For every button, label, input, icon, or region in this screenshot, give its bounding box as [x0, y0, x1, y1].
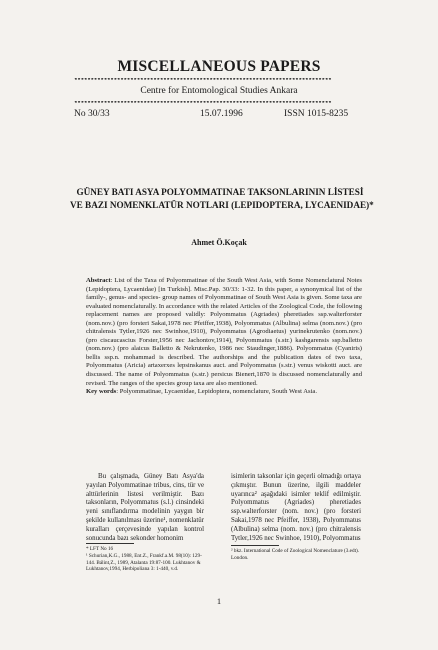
abstract-paragraph	[86, 277, 362, 388]
issn: ISSN 1015-8235	[284, 109, 349, 119]
publisher-line: Centre for Entomological Studies Ankara	[140, 86, 298, 96]
keywords-text: : Polyommatinae, Lycaenidae, Lepidoptera, nomenclature, South West Asia.	[116, 388, 318, 396]
author: Ahmet Ö.Koçak	[191, 238, 247, 247]
footnote-rule-left	[86, 543, 134, 544]
abstract-text: : List of the Taxa of Polyommatinae of the South West Asia, with Some Nomenclatural Notes (Lepidoptera, Lycaenidae) [in Turkish]. Misc.Pap. 30/33: 1-32. In this paper, a synonymical list of the family-, genus- and species- group names of Polyommatinae of South West Asia is given. Some taxa are evaluated nomenclaturally. In accordance with the related Articles of the Zoological Code, the following replacement names are proposed validly: Polyommatus (Agriades) pheretiades ssp.walterforster (nom.nov.) (pro forsteri Sakai,1978 nec Pfeiffer,1938), Polyommatus (Albulina) selma (nom.nov.) (pro chitralensis Tytler,1926 nec Swinhoe,1910), Polyommatus (Agrodiaetus) yurinekrutenko (nom.nov.) (pro ciscaucascius Forster,1956 nec Jachontov,1914), Polyommatus (s.str.) kashgarensis ssp.balletto (nom.nov.) (pro alaicus Balletto & Nekrutenko, 1986 nec Staudinger,1886). Polyommatus (Cyaniris) bellis ssp.n. mohammad is described. The authorships and the publication dates of two taxa, Polyommatus (Aricia) artaxerxes lepsinskanus auct. and Polyommatus (s.str.) venus wiskotti auct. are discussed. The name of Polyommatus (s.str.) persicus Bienert,1870 is discussed nomenclaturally and revised. The ranges of the species group taxa are also mentioned.	[86, 277, 362, 387]
paper-title	[70, 186, 374, 212]
body-text-right: isimlerin taksonlar için geçerli olmadığı ortaya çıkmıştır. Bunun üzerine, ilgili maddeler uyarınca² aşağıdaki isimler teklif edilmiştir. Polyommatus (Agriades) pheretiades ssp.walterforster (nom. nov.) (pro forsteri Sakai,1978 nec Pfeiffer, 1938), Polyommatus (Albulina) selma (nom. nov.) (pro chitralensis Tytler,1926 nec Swinhoe, 1910), Polyommatus	[231, 473, 361, 542]
page-number: 1	[216, 596, 222, 606]
footnote-star: * LFT No 16	[86, 546, 114, 552]
body-column-right	[231, 473, 361, 543]
keywords-label: Key words	[86, 388, 117, 396]
footnote-rule-right	[231, 545, 279, 546]
footnotes-right	[231, 548, 363, 562]
body-text-left: Bu çalışmada, Güney Batı Asya'da yayılan Polyommatinae tribus, cins, tür ve alttürlerinin listesi verilmiştir. Bazı taksonların, Polyommatus (s.l.) cinsindeki yeni sınıflandırma modelinin yaygın bir şekilde kullanılması üzerine¹, nomenklatür kuralları çerçevesinde yapılan kontrol sonucunda bazı sekonder homonim	[86, 473, 204, 542]
keywords-paragraph	[86, 388, 362, 397]
abstract	[86, 277, 362, 397]
footnotes-left	[86, 546, 208, 573]
paper-title-line-2: VE BAZI NOMENKLATÜR NOTLARI (LEPIDOPTERA, LYCAENIDAE)*	[70, 200, 374, 210]
paper-title-line-1: GÜNEY BATI ASYA POLYOMMATINAE TAKSONLARININ LİSTESİ	[76, 187, 364, 197]
star-divider-bottom: ******************************************************************************	[74, 101, 332, 107]
star-divider-top: ******************************************************************************	[74, 78, 332, 84]
issue-date: 15.07.1996	[200, 109, 243, 119]
abstract-label: Abstract	[86, 277, 111, 284]
series-title: MISCELLANEOUS PAPERS	[117, 58, 321, 75]
body-column-left	[86, 473, 204, 543]
issue-number: No 30/33	[74, 109, 110, 119]
footnote-1: ¹ Schurian,K.G., 1988, Ent.Z., Frankf.a.M. 98(10): 129-144. Bálint,Z., 1989, Atalanta 19:87-100. Lukhtanov & Lukhtanov,1994, Herbipoliana 3: 1-440, v.d.	[86, 552, 202, 573]
footnote-2: ² bkz. International Code of Zoological Nomenclature (3.edt). London.	[231, 548, 360, 561]
